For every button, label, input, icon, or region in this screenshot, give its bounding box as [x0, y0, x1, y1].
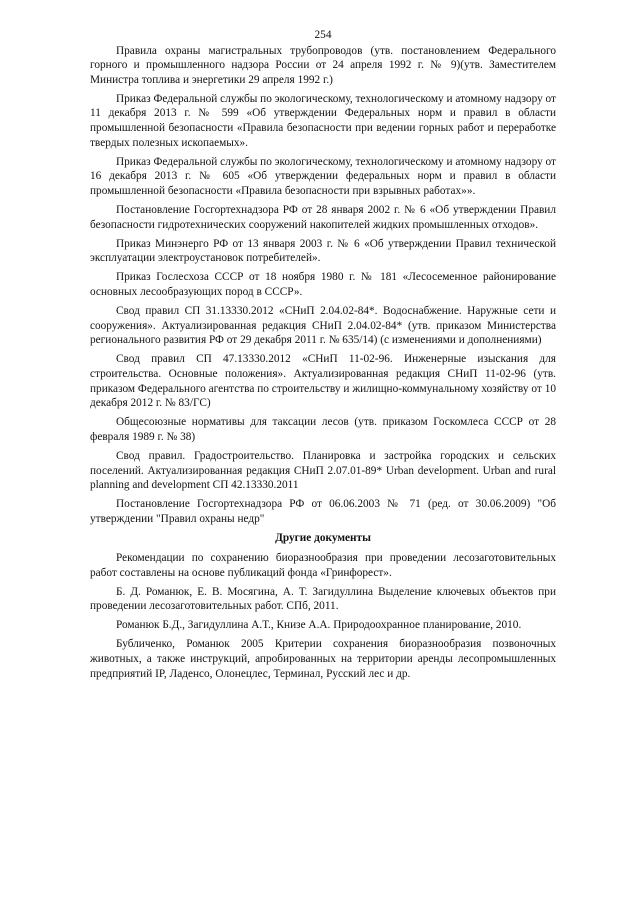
page-number: 254 [314, 29, 332, 41]
document-page [90, 28, 556, 686]
section-heading-other-documents: Другие документы [275, 532, 371, 545]
reference-item: Б. Д. Романюк, Е. В. Мосягина, А. Т. Загидуллина Выделение ключевых объектов при проведении лесозаготовительных работ. СПб, 2011. [90, 585, 556, 613]
regulations-list [90, 44, 556, 527]
reference-item: Постановление Госгортехнадзора РФ от 28 января 2002 г. № 6 «Об утверждении Правил безопасности гидротехнических сооружений накопителей жидких промышленных отходов». [90, 204, 556, 231]
reference-item: Общесоюзные нормативы для таксации лесов (утв. приказом Госкомлеса СССР от 28 февраля 1989 г. № 38) [90, 416, 556, 443]
reference-item: Свод правил. Градостроительство. Планировка и застройка городских и сельских поселений. Актуализированная редакция СНиП 2.07.01-89* Urban development. Urban and rural planning and development СП 42.13330.2011 [90, 449, 556, 492]
reference-item: Постановление Госгортехнадзора РФ от 06.06.2003 № 71 (ред. от 30.06.2009) "Об утверждении "Правил охраны недр" [90, 498, 556, 525]
reference-item: Приказ Гослесхоза СССР от 18 ноября 1980 г. № 181 «Лесосеменное районирование основных лесообразующих пород в СССР». [90, 271, 556, 298]
reference-item: Приказ Федеральной службы по экологическому, технологическому и атомному надзору от 16 декабря 2013 г. № 605 «Об утверждении федеральных норм и правил в области промышленной безопасности «Правила безопасности при взрывных работах»». [90, 155, 556, 197]
reference-item: Романюк Б.Д., Загидуллина А.Т., Книзе А.А. Природоохранное планирование, 2010. [116, 619, 522, 632]
reference-item: Свод правил СП 47.13330.2012 «СНиП 11-02-96. Инженерные изыскания для строительства. Основные положения». Актуализированная редакция СНиП 11-02-96 (утв. приказом Федерального агентства по строительству и жилищно-коммунальному хозяйству от 10 декабря 2012 г. № 83/ГС) [90, 353, 556, 410]
reference-item: Приказ Федеральной службы по экологическому, технологическому и атомному надзору от 11 декабря 2013 г. № 599 «Об утверждении Федеральных норм и правил в области промышленной безопасности «Правила безопасности при ведении горных работ и переработке твердых полезных ископаемых». [90, 92, 556, 149]
reference-item: Приказ Минэнерго РФ от 13 января 2003 г. № 6 «Об утверждении Правил технической эксплуатации электроустановок потребителей». [90, 237, 556, 265]
reference-item: Правила охраны магистральных трубопроводов (утв. постановлением Федерального горного и промышленного надзора России от 24 апреля 1992 г. № 9)(утв. Заместителем Министра топлива и энергетики 29 апреля 1992 г.) [90, 44, 556, 86]
reference-item: Бубличенко, Романюк 2005 Критерии сохранения биоразнообразия позвоночных животных, а также инструкций, апробированных на территории аренды лесопромышленных предприятий IP, Ладенсо, Олонецлес, Терминал, Русский лес и др. [90, 638, 556, 680]
reference-item: Рекомендации по сохранению биоразнообразия при проведении лесозаготовительных работ составлены на основе публикаций фонда «Гринфорест». [90, 552, 556, 579]
other-documents-list [90, 551, 556, 681]
reference-item: Свод правил СП 31.13330.2012 «СНиП 2.04.02-84*. Водоснабжение. Наружные сети и сооружения». Актуализированная редакция СНиП 2.04.02-84* (утв. приказом Министерства регионального развития РФ от 29 декабря 2011 г. № 635/14) (с изменениями и дополнениями) [90, 305, 556, 347]
